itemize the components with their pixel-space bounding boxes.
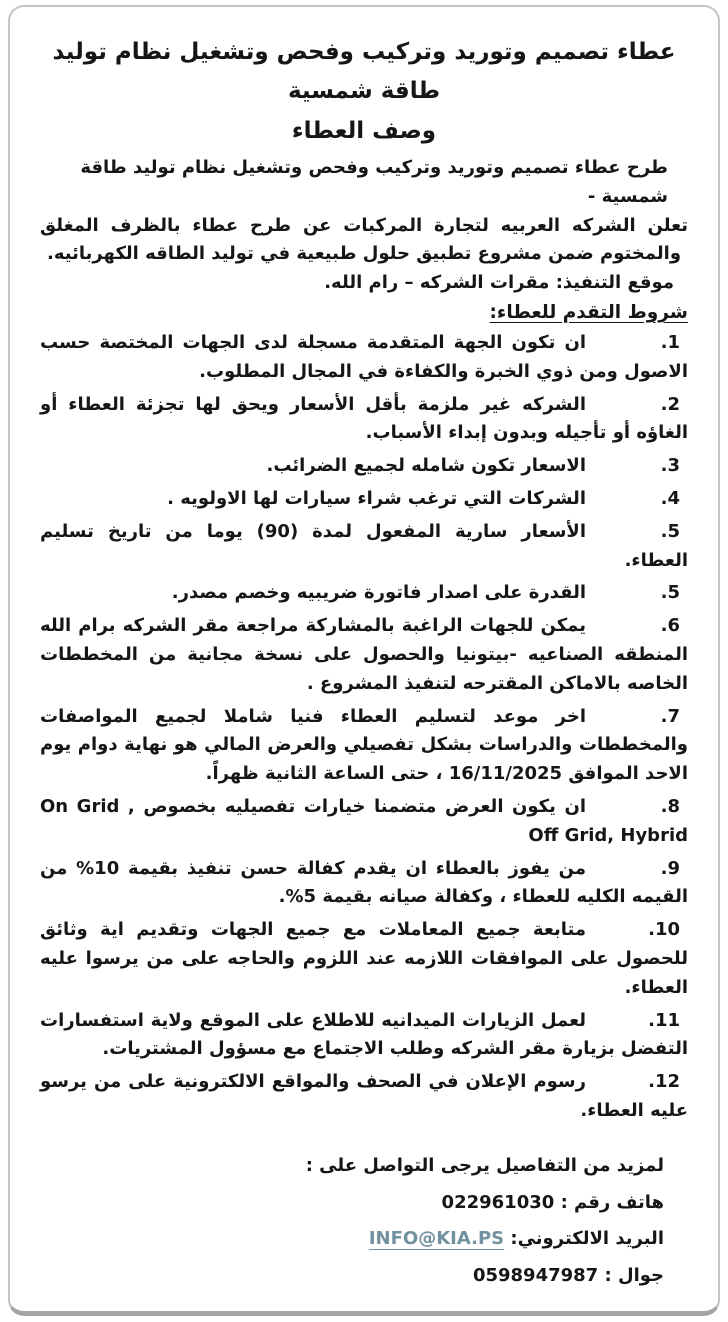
phone-label: هاتف رقم : [560,1191,664,1213]
mobile-label: جوال : [604,1265,664,1287]
tender-description [40,154,688,298]
conditions-list [40,329,688,1126]
condition-item [40,1068,688,1126]
document-title: عطاء تصميم وتوريد وتركيب وفحص وتشغيل نظام توليد طاقة شمسية [52,39,676,105]
condition-text: ان تكون الجهة المتقدمة مسجلة لدى الجهات المختصة حسب الاصول ومن ذوي الخبرة والكفاءة في المجال المطلوب. [40,331,688,382]
condition-item [40,579,688,608]
condition-number: 6. [660,615,680,637]
email-link[interactable]: INFO@KIA.PS [368,1228,505,1250]
mobile-line [40,1258,664,1295]
contact-intro: لمزيد من التفاصيل يرجى التواصل على : [305,1154,664,1176]
condition-item [40,855,688,913]
mobile-number: 0598947987 [472,1265,599,1287]
condition-number: 3. [660,455,680,477]
condition-text: الاسعار تكون شامله لجميع الضرائب. [266,455,586,477]
condition-item [40,703,688,789]
document-subtitle: وصف العطاء [291,118,437,145]
conditions-heading: شروط التقدم للعطاء: [489,301,688,323]
condition-text: يمكن للجهات الراغبة بالمشاركة مراجعة مقر الشركه برام الله المنطقه الصناعيه -بيتونيا والحصول على نسخة مجانية من المخططات الخاصه بالاماكن المقترحه لتنفيذ المشروع . [40,615,688,694]
condition-number: 5. [660,520,680,542]
email-label: البريد الالكتروني: [510,1228,664,1250]
condition-item [40,452,688,481]
contact-section [40,1148,688,1296]
condition-number: 4. [660,487,680,509]
condition-number: 1. [660,331,680,353]
condition-text: الشركات التي ترغب شراء سيارات لها الاولويه . [167,487,586,509]
intro-paragraph: تعلن الشركه العربيه لتجارة المركبات عن طرح عطاء بالظرف المغلق والمختوم ضمن مشروع تطبيق حلول طبيعية في توليد الطاقه الكهربائيه. [40,214,688,265]
phone-line [40,1185,664,1222]
condition-number: 12. [648,1071,680,1093]
execution-location: موقع التنفيذ: مقرات الشركه – رام الله. [324,272,674,294]
condition-text: ان يكون العرض متضمنا خيارات تفصيليه بخصوص On Grid , Off Grid, Hybrid [40,795,688,846]
condition-number: 8. [660,795,680,817]
intro-paragraph: طرح عطاء تصميم وتوريد وتركيب وفحص وتشغيل نظام توليد طاقة شمسية - [80,156,668,207]
condition-text: من يفوز بالعطاء ان يقدم كفالة حسن تنفيذ بقيمة 10% من القيمه الكليه للعطاء ، وكفالة صيانه بقيمة 5%. [40,857,688,908]
condition-number: 9. [660,857,680,879]
tender-document [8,5,720,1316]
condition-text: لعمل الزيارات الميدانيه للاطلاع على الموقع ولاية استفسارات التفضل بزيارة مقر الشركه وطلب الاجتماع مع مسؤول المشتريات. [40,1009,688,1060]
condition-number: 11. [648,1009,680,1031]
condition-item [40,329,688,387]
condition-text: الأسعار سارية المفعول لمدة (90) يوما من تاريخ تسليم العطاء. [40,520,688,571]
condition-number: 10. [648,919,680,941]
condition-item [40,391,688,449]
condition-item [40,612,688,698]
condition-number: 7. [660,705,680,727]
condition-item [40,485,688,514]
condition-item [40,1007,688,1065]
condition-item [40,518,688,576]
condition-text: متابعة جميع المعاملات مع جميع الجهات وتقديم اية وثائق للحصول على الموافقات اللازمه عند اللزوم والحاجه على من يرسوا عليه العطاء. [40,919,688,998]
condition-number: 2. [660,393,680,415]
condition-item [40,793,688,851]
condition-text: الشركه غير ملزمة بأقل الأسعار ويحق لها تجزئة العطاء أو الغاؤه أو تأجيله وبدون إبداء الأسباب. [40,393,688,444]
phone-number: 022961030 [441,1191,555,1213]
condition-item [40,916,688,1002]
condition-text: اخر موعد لتسليم العطاء فنيا شاملا لجميع المواصفات والمخططات والدراسات بشكل تفصيلي والعرض المالي هو نهاية دوام يوم الاحد الموافق 16/11/2025 ، حتى الساعة الثانية ظهراً. [40,705,688,785]
condition-text: القدرة على اصدار فاتورة ضريبيه وخصم مصدر. [171,582,586,604]
condition-number: 5. [660,582,680,604]
email-line [40,1221,664,1258]
condition-text: رسوم الإعلان في الصحف والمواقع الالكترونية على من يرسو عليه العطاء. [40,1071,688,1121]
